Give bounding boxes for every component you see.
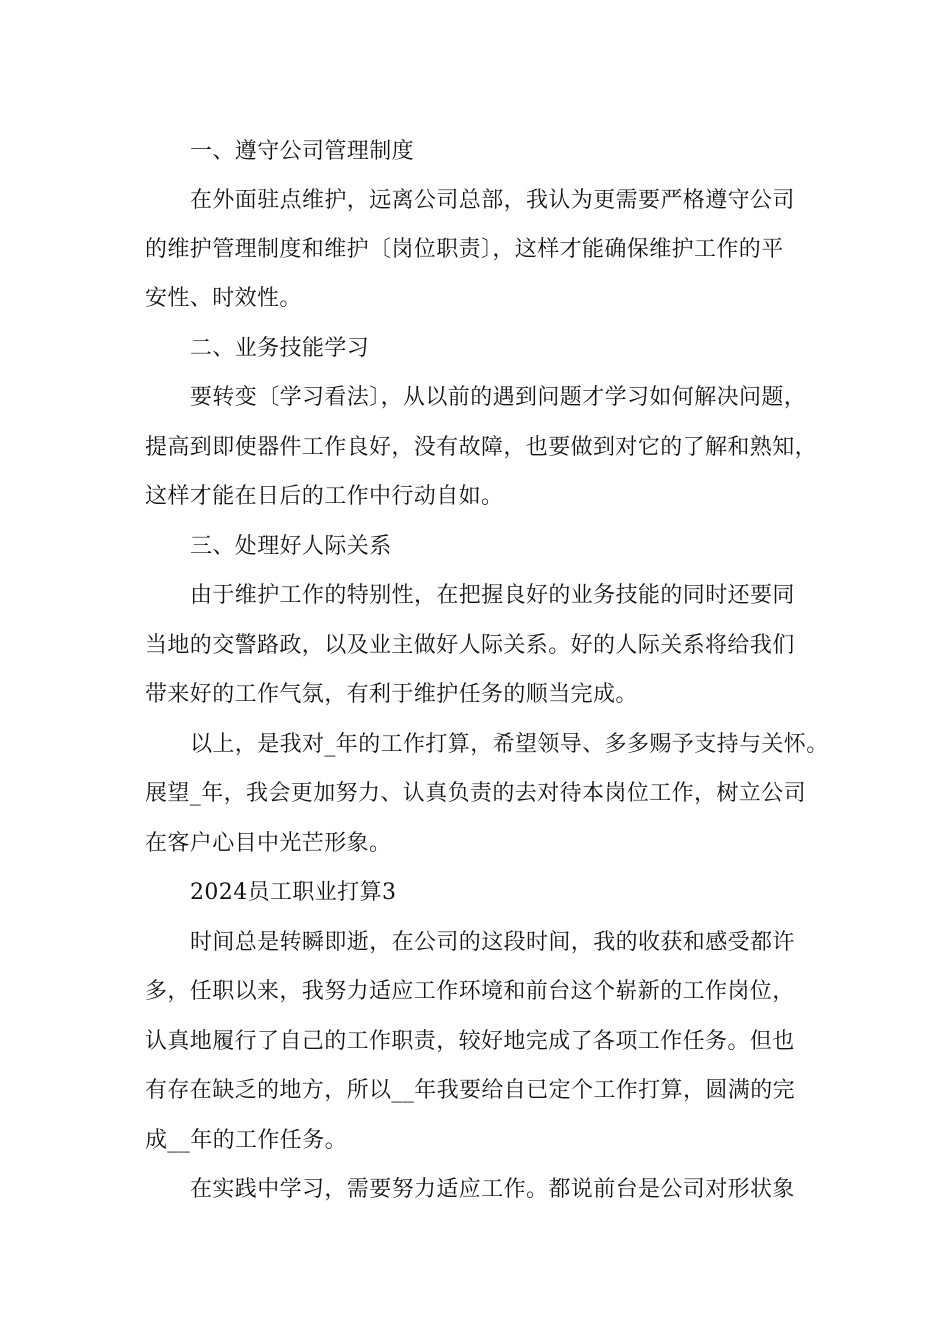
paragraph-line: 有存在缺乏的地方，所以__年我要给自已定个工作打算，圆满的完 (145, 1078, 796, 1103)
paragraph-line: 当地的交警路政，以及业主做好人际关系。好的人际关系将给我们 (145, 633, 795, 658)
section-title: 2024员工职业打算3 (190, 880, 397, 905)
section-heading-3: 三、处理好人际关系 (190, 534, 392, 559)
paragraph-line: 带来好的工作气氛，有利于维护任务的顺当完成。 (145, 682, 638, 707)
paragraph-line: 的维护管理制度和维护〔岗位职责〕，这样才能确保维护工作的平 (145, 237, 784, 262)
paragraph-line: 要转变〔学习看法〕，从以前的遇到问题才学习如何解决问题， (190, 385, 807, 410)
paragraph-line: 这样才能在日后的工作中行动自如。 (145, 484, 504, 509)
section-heading-2: 二、业务技能学习 (190, 336, 370, 361)
paragraph-line: 在客户心目中光芒形象。 (145, 831, 392, 856)
paragraph-line: 在外面驻点维护，远离公司总部，我认为更需要严格遵守公司 (190, 188, 795, 213)
paragraph-line: 安性、时效性。 (145, 286, 302, 311)
paragraph-line: 在实践中学习，需要努力适应工作。都说前台是公司对形状象 (190, 1177, 795, 1202)
paragraph-line: 多，任职以来，我努力适应工作环境和前台这个崭新的工作岗位， (145, 979, 795, 1004)
paragraph-line: 以上，是我对_年的工作打算，希望领导、多多赐予支持与关怀。 (190, 732, 829, 757)
paragraph-line: 展望_年，我会更加努力、认真负责的去对待本岗位工作，树立公司 (145, 781, 807, 806)
paragraph-line: 提高到即使器件工作良好，没有故障，也要做到对它的了解和熟知， (145, 435, 818, 460)
paragraph-line: 由于维护工作的特别性，在把握良好的业务技能的同时还要同 (190, 583, 795, 608)
paragraph-line: 时间总是转瞬即逝，在公司的这段时间，我的收获和感受都许 (190, 930, 795, 955)
paragraph-line: 认真地履行了自己的工作职责，较好地完成了各项工作任务。但也 (145, 1029, 795, 1054)
paragraph-line: 成__年的工作任务。 (145, 1128, 348, 1153)
section-heading-1: 一、遵守公司管理制度 (190, 139, 415, 164)
